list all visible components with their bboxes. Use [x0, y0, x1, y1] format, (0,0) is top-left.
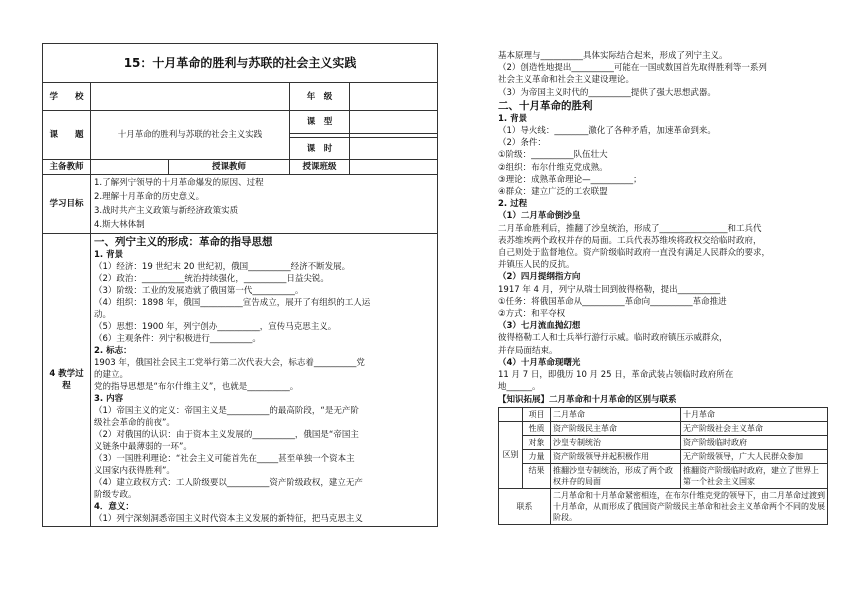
main-teacher-value[interactable]: [91, 160, 169, 175]
subheading: 3. 内容: [94, 394, 124, 404]
text-line: （2）条件：: [498, 138, 546, 149]
text-line: （3）为帝国主义时代的__________提供了强大思想武器。: [498, 87, 716, 98]
row-oct: 无产阶级社会主义革命: [681, 421, 828, 435]
text-line: 阶级专政。: [94, 490, 137, 500]
goal-item: 3.战时共产主义政策与新经济政策实质: [94, 206, 239, 216]
section-heading: 二、十月革命的胜利: [498, 99, 593, 112]
school-label: 学 校: [43, 83, 91, 111]
text-line: 社会主义革命和社会主义建设理论。: [498, 75, 635, 86]
type-value[interactable]: [350, 111, 438, 134]
text-line: （3）阶级：工业的发展造就了俄国第一代__________。: [94, 286, 304, 296]
text-line: （1）导火线：________激化了各种矛盾，加速革命到来。: [498, 126, 716, 137]
link-label: 联系: [499, 488, 551, 524]
text-line: ①任务：将俄国革命从__________革命向__________革命推进: [498, 296, 727, 307]
text-line: 并镇压人民的反抗。: [498, 260, 575, 271]
col-oct: 十月革命: [681, 407, 828, 421]
row-feb: 沙皇专制统治: [551, 435, 681, 449]
text-line: 1917 年 4 月，列宁从瑞士回到彼得格勒，提出__________: [498, 284, 721, 295]
text-line: （2）创造性地提出__________可能在一国或数国首先取得胜利等一系列: [498, 63, 767, 74]
subheading: 1. 背景: [94, 250, 124, 260]
topic-value: 十月革命的胜利与苏联的社会主义实践: [91, 111, 290, 160]
row-item: 结果: [523, 463, 551, 488]
school-value[interactable]: [91, 83, 290, 111]
text-line: 地______。: [498, 382, 541, 393]
text-line: 动。: [94, 310, 112, 320]
class-label: 授课班级: [290, 160, 350, 175]
right-page: [498, 50, 828, 525]
row-item: 力量: [523, 449, 551, 463]
text-line: 并存局面结束。: [498, 345, 558, 356]
text-line: ②组织：布尔什维克党成熟。: [498, 162, 608, 173]
text-line: （2）政治：__________统治持续强化，__________日益尖锐。: [94, 274, 329, 284]
col-feb: 二月革命: [551, 407, 681, 421]
text-line: ②方式：和平夺权: [498, 309, 566, 320]
text-line: 级社会革命的前夜”。: [94, 418, 175, 428]
goal-item: 2.理解十月革命的历史意义。: [94, 192, 205, 202]
subheading: 4．意义：: [94, 502, 134, 512]
row-oct: 无产阶级领导，广大人民群众参加: [681, 449, 828, 463]
period-value[interactable]: [350, 138, 438, 160]
row-feb: 资产阶级领导并起积极作用: [551, 449, 681, 463]
compare-heading: 【知识拓展】二月革命和十月革命的区别与联系: [498, 395, 677, 406]
text-line: 党的指导思想是“布尔什维主义”，也就是__________。: [94, 382, 299, 392]
lesson-plan-table: [42, 43, 438, 527]
text-line: 彼得格勒工人和士兵举行游行示威。临时政府镇压示威群众，: [498, 333, 728, 344]
text-line: （3）一国胜利理论：“社会主义可能首先在_____甚至单独一个资本主: [94, 454, 355, 464]
row-oct: 推翻资产阶级临时政府，建立了世界上第一个社会主义国家: [681, 463, 828, 488]
text-line: 基本原理与__________具体实际结合起来，形成了列宁主义。: [498, 51, 728, 61]
grade-label: 年 级: [290, 83, 350, 111]
grade-value[interactable]: [350, 83, 438, 111]
text-line: 1903 年，俄国社会民主工党举行第二次代表大会，标志着__________党: [94, 358, 365, 368]
diff-label: 区别: [499, 421, 523, 488]
text-line: （4）建立政权方式：工人阶级要以__________资产阶级政权，建立无产: [94, 478, 363, 488]
subheading: 1. 背景: [498, 113, 528, 124]
compare-table: [498, 407, 828, 525]
process-content: [91, 234, 438, 527]
text-line: （2）对俄国的认识：由于资本主义发展的__________，俄国是“帝国主: [94, 430, 359, 440]
subheading: （4）十月革命现曙光: [498, 357, 581, 368]
goals-list: [91, 175, 438, 234]
empty-cell: [499, 407, 523, 421]
goal-item: 1.了解列宁领导的十月革命爆发的原因、过程: [94, 178, 264, 188]
row-item: 性质: [523, 421, 551, 435]
text-line: 自己则处于监督地位。资产阶级临时政府一直没有满足人民群众的要求，: [498, 248, 771, 259]
text-line: 表苏维埃两个政权并存的局面。工兵代表苏维埃将政权交给临时政府，: [498, 235, 762, 246]
subheading: （3）七月流血抛幻想: [498, 321, 581, 332]
col-item: 项目: [523, 407, 551, 421]
process-label: 4 教学过程: [43, 234, 91, 527]
left-page: [42, 43, 437, 527]
text-line: ①阶级：__________队伍壮大: [498, 150, 608, 161]
link-text: 二月革命和十月革命紧密相连，在布尔什维克党的领导下，由二月革命过渡到十月革命，从而形成了俄国资产阶级民主革命和社会主义革命两个不同的发展阶段。: [551, 488, 828, 524]
text-line: 义国家内获得胜利”。: [94, 466, 175, 476]
subheading: （1）二月革命倒沙皇: [498, 211, 581, 222]
main-teacher-label: 主备教师: [43, 160, 91, 175]
goal-item: 4.斯大林体制: [94, 220, 145, 230]
section-heading: 一、列宁主义的形成：革命的指导思想: [94, 236, 273, 248]
page-title: 15：十月革命的胜利与苏联的社会主义实践: [43, 44, 438, 83]
class-value[interactable]: [350, 160, 438, 175]
text-line: 义链条中最薄弱的一环”。: [94, 442, 192, 452]
text-line: （1）列宁深刻洞悉帝国主义时代资本主义发展的新特征，把马克思主义: [94, 514, 363, 524]
subheading: 2. 标志：: [94, 346, 132, 356]
text-line: 的建立。: [94, 370, 129, 380]
text-line: （1）帝国主义的定义：帝国主义是__________的最高阶段，“是无产阶: [94, 406, 359, 416]
topic-label: 课 题: [43, 111, 91, 160]
text-line: ③理论：成熟革命理论—__________；: [498, 174, 642, 185]
row-feb: 资产阶级民主革命: [551, 421, 681, 435]
row-oct: 资产阶级临时政府: [681, 435, 828, 449]
lecturer-label: 授课教师: [169, 160, 290, 175]
right-content: [498, 50, 828, 393]
text-line: （1）经济：19 世纪末 20 世纪初，俄国__________经济不断发展。: [94, 262, 351, 272]
text-line: 11 月 7 日，即俄历 10 月 25 日，革命武装占领临时政府所在: [498, 370, 734, 381]
subheading: （2）四月提纲指方向: [498, 272, 581, 283]
type-label: 课 型: [290, 111, 350, 134]
subheading: 2. 过程: [498, 199, 528, 210]
text-line: （6）主观条件：列宁积极进行__________。: [94, 334, 261, 344]
row-item: 对象: [523, 435, 551, 449]
text-line: （5）思想：1900 年，列宁创办__________，宣传马克思主义。: [94, 322, 337, 332]
period-label: 课 时: [290, 138, 350, 160]
goals-label: 学习目标: [43, 175, 91, 234]
text-line: ④群众：建立广泛的工农联盟: [498, 187, 608, 198]
row-feb: 推翻沙皇专制统治，形成了两个政权并存的局面: [551, 463, 681, 488]
text-line: 二月革命胜利后，推翻了沙皇统治，形成了________________和工兵代: [498, 223, 762, 234]
text-line: （4）组织：1898 年，俄国__________宣告成立，展开了有组织的工人运: [94, 298, 371, 308]
